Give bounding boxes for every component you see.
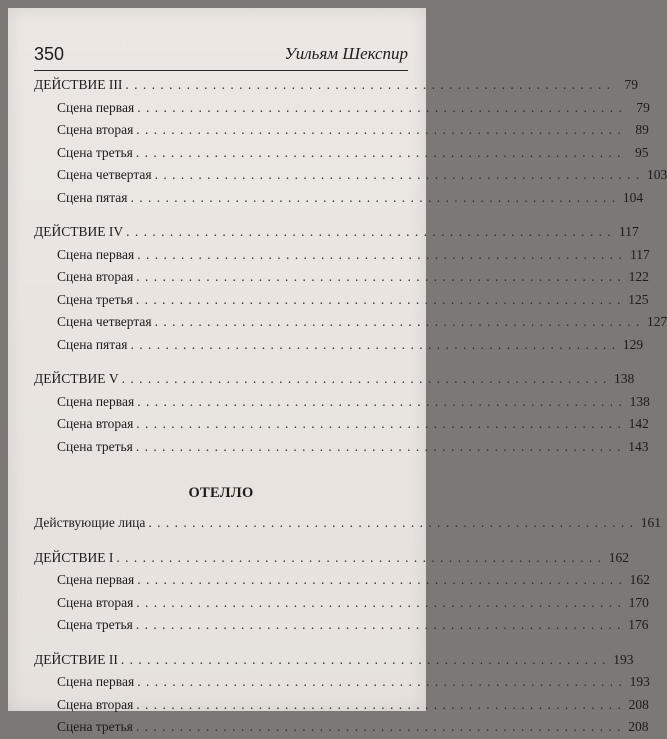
toc-entry-title: ДЕЙСТВИЕ V <box>34 371 119 386</box>
toc-entry-page: 208 <box>628 719 649 734</box>
dot-leader: . . . . . . . . . . . . . . . . . . . . . . . . . . . . . . . . . . . . . . . . . . . . . . . . . . . . . . . . <box>136 122 622 137</box>
toc-entry-page: 176 <box>628 617 649 632</box>
toc-entry-act-2 <box>34 649 634 672</box>
toc-entry-page: 103 <box>647 167 667 182</box>
toc-entry-title: Сцена вторая <box>57 696 134 712</box>
toc-entry-title: Сцена третья <box>57 719 133 734</box>
toc-entry-page: 208 <box>628 696 649 712</box>
dot-leader: . . . . . . . . . . . . . . . . . . . . . . . . . . . . . . . . . . . . . . . . . . . . . . . . . . . . . . . . <box>136 696 622 712</box>
toc-entry-page: 143 <box>628 438 649 454</box>
toc-entry-scene <box>34 671 650 694</box>
toc-entry-act-3 <box>34 74 638 97</box>
section-gap <box>34 356 408 368</box>
toc-entry-title: Сцена третья <box>57 438 133 454</box>
toc-entry-scene <box>34 164 667 187</box>
toc-entry-title: ДЕЙСТВИЕ III <box>34 77 123 92</box>
toc-entry-title: Сцена третья <box>57 291 133 307</box>
running-head: Уильям Шекспир <box>284 44 408 63</box>
play-title: ОТЕЛЛО <box>188 485 254 501</box>
toc-entry-page: 193 <box>613 651 634 667</box>
dot-leader: . . . . . . . . . . . . . . . . . . . . . . . . . . . . . . . . . . . . . . . . . . . . . . . . . . . . . . . . <box>130 189 617 205</box>
dot-leader: . . . . . . . . . . . . . . . . . . . . . . . . . . . . . . . . . . . . . . . . . . . . . . . . . . . . . . . . <box>130 336 617 352</box>
toc-entry-scene <box>34 187 644 210</box>
toc-entry-scene <box>34 716 649 739</box>
toc-entry-title: Сцена четвертая <box>57 314 152 329</box>
dot-leader: . . . . . . . . . . . . . . . . . . . . . . . . . . . . . . . . . . . . . . . . . . . . . . . . . . . . . . . . <box>116 549 602 565</box>
toc-entry-title: Сцена третья <box>57 144 133 160</box>
dot-leader: . . . . . . . . . . . . . . . . . . . . . . . . . . . . . . . . . . . . . . . . . . . . . . . . . . . . . . . . <box>137 99 623 115</box>
toc-entry-scene <box>34 436 649 459</box>
toc-entry-title: ДЕЙСТВИЕ IV <box>34 224 124 239</box>
table-of-contents <box>34 74 667 739</box>
toc-entry-scene <box>34 694 649 717</box>
toc-entry-page: 142 <box>628 416 649 431</box>
toc-entry-title: ДЕЙСТВИЕ I <box>34 549 114 565</box>
toc-entry-scene <box>34 142 649 165</box>
section-gap <box>34 637 408 649</box>
toc-entry-page: 125 <box>628 291 649 307</box>
toc-entry-page: 79 <box>636 99 650 115</box>
toc-entry-scene <box>34 592 649 615</box>
dot-leader: . . . . . . . . . . . . . . . . . . . . . . . . . . . . . . . . . . . . . . . . . . . . . . . . . . . . . . . . <box>121 371 608 386</box>
dot-leader: . . . . . . . . . . . . . . . . . . . . . . . . . . . . . . . . . . . . . . . . . . . . . . . . . . . . . . . . <box>137 246 623 262</box>
dot-leader: . . . . . . . . . . . . . . . . . . . . . . . . . . . . . . . . . . . . . . . . . . . . . . . . . . . . . . . . <box>136 594 622 610</box>
dot-leader: . . . . . . . . . . . . . . . . . . . . . . . . . . . . . . . . . . . . . . . . . . . . . . . . . . . . . . . . <box>136 269 622 284</box>
toc-entry-characters <box>34 512 662 535</box>
toc-entry-scene <box>34 119 649 142</box>
dot-leader: . . . . . . . . . . . . . . . . . . . . . . . . . . . . . . . . . . . . . . . . . . . . . . . . . . . . . . . . <box>137 393 623 409</box>
dot-leader: . . . . . . . . . . . . . . . . . . . . . . . . . . . . . . . . . . . . . . . . . . . . . . . . . . . . . . . . <box>154 314 641 329</box>
toc-entry-act-4 <box>34 221 639 244</box>
toc-entry-scene <box>34 266 649 289</box>
toc-entry-act-5 <box>34 368 635 391</box>
toc-entry-scene <box>34 413 649 436</box>
toc-entry-page: 127 <box>647 314 667 329</box>
section-gap <box>34 535 408 547</box>
toc-entry-title: Сцена вторая <box>57 594 134 610</box>
toc-entry-page: 129 <box>622 336 644 352</box>
dot-leader: . . . . . . . . . . . . . . . . . . . . . . . . . . . . . . . . . . . . . . . . . . . . . . . . . . . . . . . . <box>135 617 622 632</box>
toc-entry-title: Сцена первая <box>57 393 135 409</box>
section-gap <box>34 209 408 221</box>
section-gap <box>34 458 408 482</box>
toc-entry-title: Действующие лица <box>34 515 146 530</box>
toc-entry-title: Сцена вторая <box>57 122 134 137</box>
toc-entry-title: Сцена первая <box>57 572 135 587</box>
dot-leader: . . . . . . . . . . . . . . . . . . . . . . . . . . . . . . . . . . . . . . . . . . . . . . . . . . . . . . . . <box>135 438 622 454</box>
dot-leader: . . . . . . . . . . . . . . . . . . . . . . . . . . . . . . . . . . . . . . . . . . . . . . . . . . . . . . . . <box>126 224 612 239</box>
toc-entry-title: Сцена первая <box>57 246 135 262</box>
toc-entry-page: 170 <box>628 594 649 610</box>
toc-entry-scene <box>34 97 650 120</box>
toc-entry-page: 193 <box>629 674 650 689</box>
dot-leader: . . . . . . . . . . . . . . . . . . . . . . . . . . . . . . . . . . . . . . . . . . . . . . . . . . . . . . . . <box>154 167 641 182</box>
toc-entry-title: Сцена первая <box>57 674 135 689</box>
dot-leader: . . . . . . . . . . . . . . . . . . . . . . . . . . . . . . . . . . . . . . . . . . . . . . . . . . . . . . . . <box>148 515 635 530</box>
toc-entry-scene <box>34 391 650 414</box>
toc-entry-scene <box>34 311 667 334</box>
toc-entry-act-1 <box>34 547 629 570</box>
dot-leader: . . . . . . . . . . . . . . . . . . . . . . . . . . . . . . . . . . . . . . . . . . . . . . . . . . . . . . . . <box>125 77 611 92</box>
toc-entry-title: Сцена первая <box>57 99 135 115</box>
toc-entry-scene <box>34 334 644 357</box>
toc-entry-title: ДЕЙСТВИЕ II <box>34 651 118 667</box>
toc-entry-title: Сцена третья <box>57 617 133 632</box>
toc-entry-scene <box>34 614 649 637</box>
section-gap <box>34 504 408 512</box>
toc-entry-page: 138 <box>629 393 650 409</box>
toc-entry-title: Сцена вторая <box>57 269 134 284</box>
toc-entry-scene <box>34 289 649 312</box>
toc-entry-page: 95 <box>635 144 649 160</box>
page-number: 350 <box>34 44 65 64</box>
toc-entry-page: 117 <box>618 224 639 239</box>
dot-leader: . . . . . . . . . . . . . . . . . . . . . . . . . . . . . . . . . . . . . . . . . . . . . . . . . . . . . . . . <box>120 651 607 667</box>
dot-leader: . . . . . . . . . . . . . . . . . . . . . . . . . . . . . . . . . . . . . . . . . . . . . . . . . . . . . . . . <box>135 291 622 307</box>
dot-leader: . . . . . . . . . . . . . . . . . . . . . . . . . . . . . . . . . . . . . . . . . . . . . . . . . . . . . . . . <box>135 719 622 734</box>
toc-entry-scene <box>34 244 650 267</box>
toc-entry-page: 89 <box>635 122 649 137</box>
toc-entry-page: 122 <box>628 269 649 284</box>
page-header <box>34 44 408 71</box>
dot-leader: . . . . . . . . . . . . . . . . . . . . . . . . . . . . . . . . . . . . . . . . . . . . . . . . . . . . . . . . <box>136 416 622 431</box>
toc-entry-page: 162 <box>608 549 629 565</box>
dot-leader: . . . . . . . . . . . . . . . . . . . . . . . . . . . . . . . . . . . . . . . . . . . . . . . . . . . . . . . . <box>135 144 622 160</box>
toc-entry-page: 104 <box>622 189 644 205</box>
toc-entry-title: Сцена пятая <box>57 189 128 205</box>
dot-leader: . . . . . . . . . . . . . . . . . . . . . . . . . . . . . . . . . . . . . . . . . . . . . . . . . . . . . . . . <box>137 572 623 587</box>
toc-entry-page: 79 <box>624 77 638 92</box>
toc-entry-page: 162 <box>629 572 650 587</box>
book-page <box>8 8 667 734</box>
toc-entry-scene <box>34 569 650 592</box>
toc-entry-title: Сцена четвертая <box>57 167 152 182</box>
toc-entry-page: 138 <box>613 371 635 386</box>
toc-entry-page: 117 <box>630 246 650 262</box>
toc-entry-title: Сцена вторая <box>57 416 134 431</box>
toc-entry-page: 161 <box>640 515 662 530</box>
dot-leader: . . . . . . . . . . . . . . . . . . . . . . . . . . . . . . . . . . . . . . . . . . . . . . . . . . . . . . . . <box>137 674 623 689</box>
toc-entry-title: Сцена пятая <box>57 336 128 352</box>
